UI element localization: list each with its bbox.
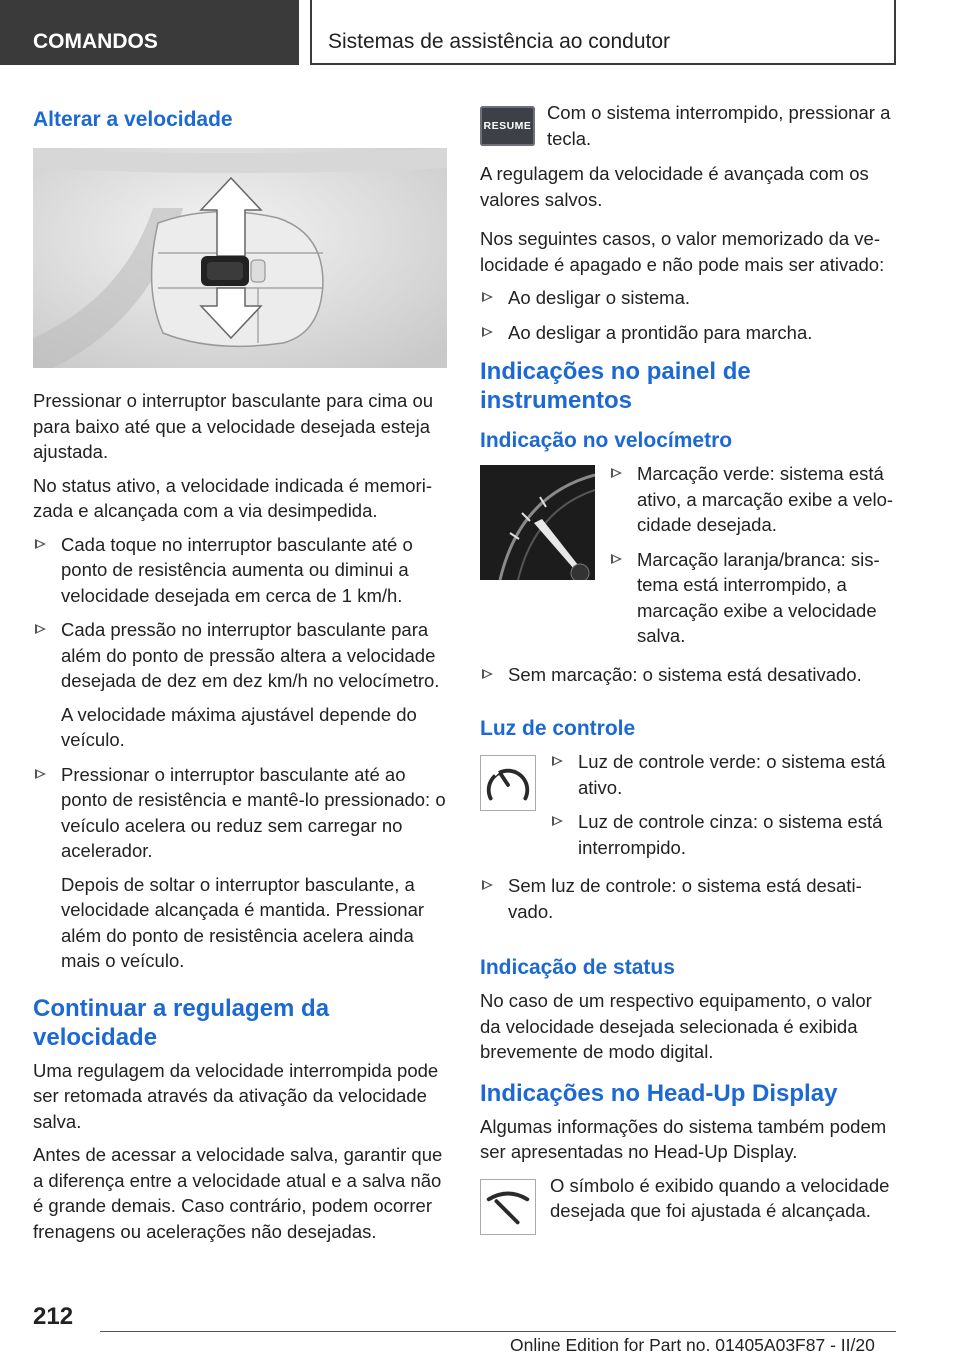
bullet-list <box>33 532 447 974</box>
footer-divider <box>100 1331 896 1332</box>
bullet-arrow-icon <box>482 327 493 337</box>
list-item-text: Pressionar o interruptor basculante até ao ponto de resistência e mantê-lo pressionado: o veículo acelera ou reduz sem carregar no acelerador. <box>61 763 446 861</box>
list-item <box>480 873 895 924</box>
list-item <box>609 461 895 538</box>
bullet-arrow-icon <box>482 880 493 890</box>
paragraph: Antes de acessar a velocidade salva, garantir que a diferença entre a velocidade atual e a salva não é grande demais. Caso contrário, podem ocorrer frenagens ou acelerações não desejadas. <box>33 1144 443 1242</box>
bullet-arrow-icon <box>611 554 622 564</box>
bullet-arrow-icon <box>35 624 46 634</box>
list-item-text: Cada toque no interruptor basculante até o ponto de resistência aumenta ou diminui a velocidade desejada em cerca de 1 km/h. <box>61 533 413 606</box>
resume-button-icon: RESUME <box>480 106 535 146</box>
bullet-arrow-icon <box>611 468 622 478</box>
list-item-text: Marcação verde: sistema está ativo, a marcação exibe a velocidade desejada. <box>637 463 894 535</box>
list-item-text: Ao desligar a prontidão para marcha. <box>508 321 813 343</box>
list-item <box>33 762 447 974</box>
list-item <box>33 617 447 753</box>
list-item <box>480 320 895 346</box>
page-number: 212 <box>33 1303 74 1330</box>
steering-wheel-rocker-image <box>33 148 447 368</box>
list-item-note: A velocidade máxima ajustável depende do veículo. <box>61 703 417 750</box>
paragraph: No status ativo, a velocidade indicada é memorizada e alcançada com a via desimpedida. <box>33 474 432 521</box>
paragraph: Pressionar o interruptor basculante para cima ou para baixo até que a velocidade desejada esteja ajustada. <box>33 390 434 462</box>
heading-indicacao-velocimetro: Indicação no velocímetro <box>480 429 733 452</box>
list-item-text: Ao desligar o sistema. <box>508 287 691 308</box>
bullet-list <box>480 285 895 345</box>
paragraph: No caso de um respectivo equipamento, o valor da velocidade desejada selecionada é exibida brevemente de modo digital. <box>480 990 872 1062</box>
list-item <box>33 532 447 609</box>
speedometer-marker-image <box>480 465 595 580</box>
list-item-text: Luz de controle cinza: o sistema está interrompido. <box>578 811 883 858</box>
list-item-text: Luz de controle verde: o sistema está ativo. <box>578 751 886 798</box>
list-item-note: Depois de soltar o interruptor basculante, a velocidade alcançada é mantida. Pressionar além do ponto de resistência acelera ainda mais o veículo. <box>61 873 425 971</box>
cruise-control-lamp-icon <box>480 755 536 811</box>
hud-cruise-symbol-icon <box>480 1179 536 1235</box>
list-item <box>550 809 895 860</box>
list-item <box>480 662 895 688</box>
heading-head-up-display: Indicações no Head-Up Display <box>480 1079 838 1107</box>
heading-continuar-regulagem: Continuar a regulagem da velocidade <box>33 994 330 1051</box>
list-item <box>480 285 895 311</box>
list-item-text: Sem marcação: o sistema está desativado. <box>508 663 862 685</box>
paragraph: Com o sistema interrompido, pressionar a tecla. <box>546 102 891 149</box>
right-column <box>480 100 895 1245</box>
list-item <box>609 547 895 649</box>
heading-luz-controle: Luz de controle <box>480 717 636 740</box>
bullet-list <box>550 749 895 869</box>
left-column <box>33 100 447 1252</box>
edition-footer: Online Edition for Part no. 01405A03F87 - II/20 <box>510 1335 875 1355</box>
heading-indicacao-status: Indicação de status <box>480 956 675 979</box>
paragraph: A regulagem da velocidade é avançada com os valores salvos. <box>480 163 869 210</box>
paragraph: Nos seguintes casos, o valor memorizado da velocidade é apagado e não pode mais ser ativado: <box>480 228 885 275</box>
paragraph: O símbolo é exibido quando a velocidade desejada que foi ajustada é alcançada. <box>550 1174 890 1221</box>
bullet-arrow-icon <box>552 756 563 766</box>
section-tab: COMANDOS <box>0 0 299 65</box>
bullet-arrow-icon <box>35 769 46 779</box>
bullet-arrow-icon <box>552 816 563 826</box>
bullet-list <box>480 873 895 924</box>
bullet-list <box>609 461 895 658</box>
paragraph: Algumas informações do sistema também podem ser apresentadas no Head-Up Display. <box>480 1115 887 1162</box>
heading-alterar-velocidade: Alterar a velocidade <box>33 108 233 131</box>
chapter-tab: Sistemas de assistência ao condutor <box>310 0 896 65</box>
list-item-text: Cada pressão no interruptor basculante para além do ponto de pressão altera a velocidade desejada de dez em dez km/h no velocímetro. <box>61 619 440 691</box>
bullet-arrow-icon <box>482 292 493 302</box>
paragraph: Uma regulagem da velocidade interrompida pode ser retomada através da ativação da velocidade salva. <box>33 1059 439 1132</box>
hud-symbol-row <box>480 1173 895 1235</box>
list-item-text: Sem luz de controle: o sistema está desativado. <box>508 875 862 922</box>
list-item <box>550 749 895 800</box>
bullet-arrow-icon <box>35 539 46 549</box>
speedometer-row <box>480 461 895 658</box>
heading-indicacoes-painel: Indicações no painel de instrumentos <box>480 358 751 414</box>
list-item-text: Marcação laranja/branca: sistema está interrompido, a marcação exibe a velocidade salva. <box>637 548 880 646</box>
resume-row <box>480 100 895 151</box>
bullet-arrow-icon <box>482 669 493 679</box>
bullet-list <box>480 662 895 688</box>
control-light-row <box>480 749 895 869</box>
